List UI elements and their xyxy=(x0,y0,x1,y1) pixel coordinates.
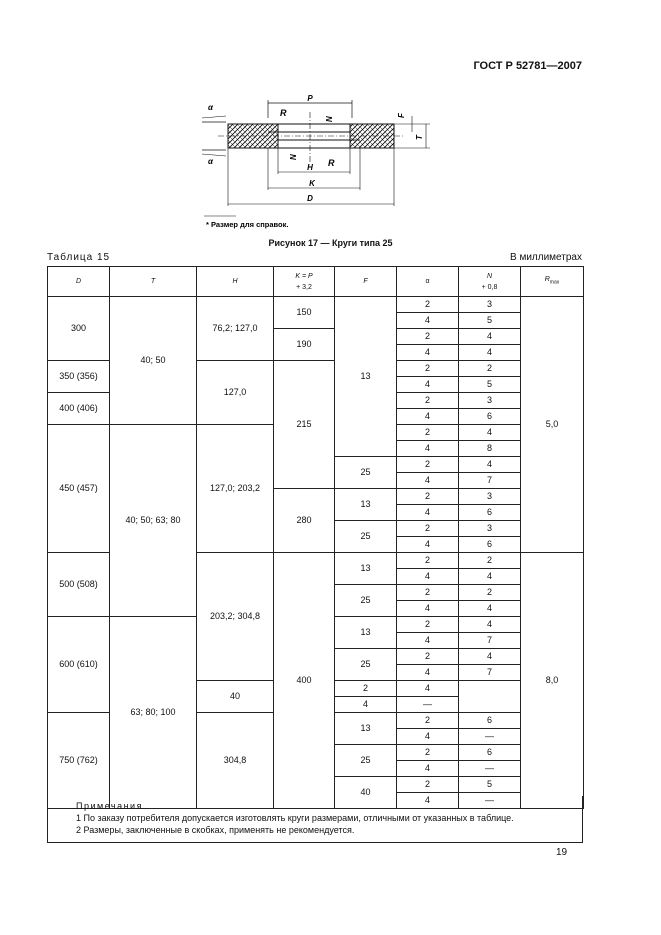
cell-KP: 215 xyxy=(274,361,335,489)
cell-alpha: 4 xyxy=(397,793,459,809)
cell-alpha: 2 xyxy=(397,521,459,537)
cell-alpha: 4 xyxy=(397,409,459,425)
cell-D: 500 (508) xyxy=(48,553,110,617)
cell-alpha: 2 xyxy=(397,297,459,313)
cell-alpha: 2 xyxy=(397,649,459,665)
cell-F: 13 xyxy=(335,617,397,649)
cell-alpha: 4 xyxy=(397,345,459,361)
page-number: 19 xyxy=(556,847,568,858)
cell-alpha: 4 xyxy=(397,537,459,553)
cell-T: 63; 80; 100 xyxy=(110,617,197,809)
cell-KP: 150 xyxy=(274,297,335,329)
cell-N: 3 xyxy=(459,521,521,537)
cell-N: — xyxy=(459,761,521,777)
label-alpha-bottom: α xyxy=(208,157,213,166)
cell-H: 203,2; 304,8 xyxy=(197,553,274,681)
label-P: P xyxy=(307,94,313,103)
cell-N: — xyxy=(397,697,459,713)
dimensions-table xyxy=(47,266,584,809)
cell-alpha: 2 xyxy=(397,777,459,793)
cell-N: 4 xyxy=(459,345,521,361)
cell-N: 7 xyxy=(459,473,521,489)
table-units: В миллиметрах xyxy=(510,252,582,263)
cell-N: 8 xyxy=(459,441,521,457)
cell-N: 4 xyxy=(459,601,521,617)
wheel-drawing xyxy=(190,92,450,232)
cell-KP: 190 xyxy=(274,329,335,361)
cell-alpha: 2 xyxy=(397,617,459,633)
cell-alpha: 2 xyxy=(335,681,397,697)
table-header-row xyxy=(48,267,584,297)
cell-N: — xyxy=(459,793,521,809)
cell-alpha: 4 xyxy=(397,441,459,457)
cell-H: 127,0 xyxy=(197,361,274,425)
cell-KP: 280 xyxy=(274,489,335,553)
cell-D: 350 (356) xyxy=(48,361,110,393)
cell-N: 5 xyxy=(459,313,521,329)
cell-N: 6 xyxy=(459,537,521,553)
cell-N: 4 xyxy=(459,457,521,473)
cell-N: 6 xyxy=(459,745,521,761)
cell-D: 300 xyxy=(48,297,110,361)
cell-alpha: 4 xyxy=(397,569,459,585)
cell-T: 40; 50; 63; 80 xyxy=(110,425,197,617)
cell-F: 13 xyxy=(335,713,397,745)
header-R-max: $R_{max}$ xyxy=(521,267,584,297)
table-row xyxy=(48,297,584,313)
cell-F: 13 xyxy=(335,553,397,585)
note-1: 1 По заказу потребителя допускается изготовлять круги размерами, отличными от указанных в таблице. xyxy=(76,813,514,823)
cell-N: 6 xyxy=(459,409,521,425)
cell-D: 400 (406) xyxy=(48,393,110,425)
table-notes xyxy=(47,796,583,843)
cell-R: 5,0 xyxy=(521,297,584,553)
label-F: F xyxy=(397,113,406,118)
cell-alpha: 4 xyxy=(397,505,459,521)
cell-alpha: 2 xyxy=(397,393,459,409)
cell-N: 2 xyxy=(459,585,521,601)
cell-alpha: 4 xyxy=(397,473,459,489)
cell-N: 2 xyxy=(459,553,521,569)
cell-F: 25 xyxy=(335,585,397,617)
cell-KP: 400 xyxy=(274,553,335,809)
header-H: H xyxy=(197,267,274,297)
header-D: D xyxy=(48,267,110,297)
cell-N: 4 xyxy=(397,681,459,697)
cell-N: 2 xyxy=(459,361,521,377)
table-caption: Таблица 15 xyxy=(47,252,111,263)
cell-N: 5 xyxy=(459,377,521,393)
cell-alpha: 2 xyxy=(397,329,459,345)
cell-alpha: 4 xyxy=(397,601,459,617)
cell-alpha: 2 xyxy=(397,713,459,729)
cell-N: 5 xyxy=(459,777,521,793)
cell-F: 40 xyxy=(335,777,397,809)
cell-alpha: 4 xyxy=(397,729,459,745)
cell-F: 25 xyxy=(335,745,397,777)
cell-H: 304,8 xyxy=(197,713,274,809)
cell-F: 13 xyxy=(335,297,397,457)
cell-alpha: 2 xyxy=(397,745,459,761)
cell-D: 600 (610) xyxy=(48,617,110,713)
cell-R: 8,0 xyxy=(521,553,584,809)
cell-N: 4 xyxy=(459,329,521,345)
header-N: N + 0,8 xyxy=(459,267,521,297)
notes-title: Примечания xyxy=(76,801,143,811)
cell-alpha: 4 xyxy=(397,665,459,681)
cell-alpha: 4 xyxy=(397,377,459,393)
cell-N: 4 xyxy=(459,569,521,585)
cell-F: 40 xyxy=(197,681,274,713)
cell-D: 750 (762) xyxy=(48,713,110,809)
header-F: F xyxy=(335,267,397,297)
cell-alpha: 4 xyxy=(397,633,459,649)
label-H: H xyxy=(307,163,313,172)
cell-F: 13 xyxy=(335,489,397,521)
cell-N: 3 xyxy=(459,297,521,313)
cell-N: 7 xyxy=(459,665,521,681)
cell-N: 4 xyxy=(459,617,521,633)
cell-alpha: 4 xyxy=(397,313,459,329)
label-D: D xyxy=(307,194,313,203)
figure-caption: Рисунок 17 — Круги типа 25 xyxy=(268,238,393,248)
note-2: 2 Размеры, заключенные в скобках, применять не рекомендуется. xyxy=(76,825,355,835)
header-alpha: α xyxy=(397,267,459,297)
cell-alpha: 2 xyxy=(397,585,459,601)
cell-alpha: 2 xyxy=(397,457,459,473)
header-K-P: K = P + 3,2 xyxy=(274,267,335,297)
cell-H: 127,0; 203,2 xyxy=(197,425,274,553)
figure-footnote: * Размер для справок. xyxy=(206,220,289,229)
cell-alpha: 2 xyxy=(397,553,459,569)
cell-alpha: 4 xyxy=(397,761,459,777)
cell-F: 25 xyxy=(335,457,397,489)
label-R-top: R xyxy=(280,108,287,118)
label-N-bottom: N xyxy=(288,154,297,160)
standard-designation: ГОСТ Р 52781—2007 xyxy=(473,60,582,72)
cell-N: 7 xyxy=(459,633,521,649)
cell-N: 6 xyxy=(459,713,521,729)
cell-alpha: 2 xyxy=(397,361,459,377)
header-T: T xyxy=(110,267,197,297)
label-T: T xyxy=(415,135,424,140)
cell-T: 40; 50 xyxy=(110,297,197,425)
label-alpha-top: α xyxy=(208,103,213,112)
cell-D: 450 (457) xyxy=(48,425,110,553)
cell-N: — xyxy=(459,729,521,745)
label-K: K xyxy=(309,179,315,188)
cell-F: 25 xyxy=(335,521,397,553)
label-R-bottom: R xyxy=(328,158,335,168)
cell-F: 25 xyxy=(335,649,397,681)
cell-N: 3 xyxy=(459,393,521,409)
cell-H: 76,2; 127,0 xyxy=(197,297,274,361)
label-N-top: N xyxy=(324,116,333,122)
cell-alpha: 2 xyxy=(397,425,459,441)
cell-N: 4 xyxy=(459,425,521,441)
cell-N: 6 xyxy=(459,505,521,521)
cell-N: 4 xyxy=(459,649,521,665)
cell-alpha: 2 xyxy=(397,489,459,505)
cell-alpha: 4 xyxy=(335,697,397,713)
cell-N: 3 xyxy=(459,489,521,505)
